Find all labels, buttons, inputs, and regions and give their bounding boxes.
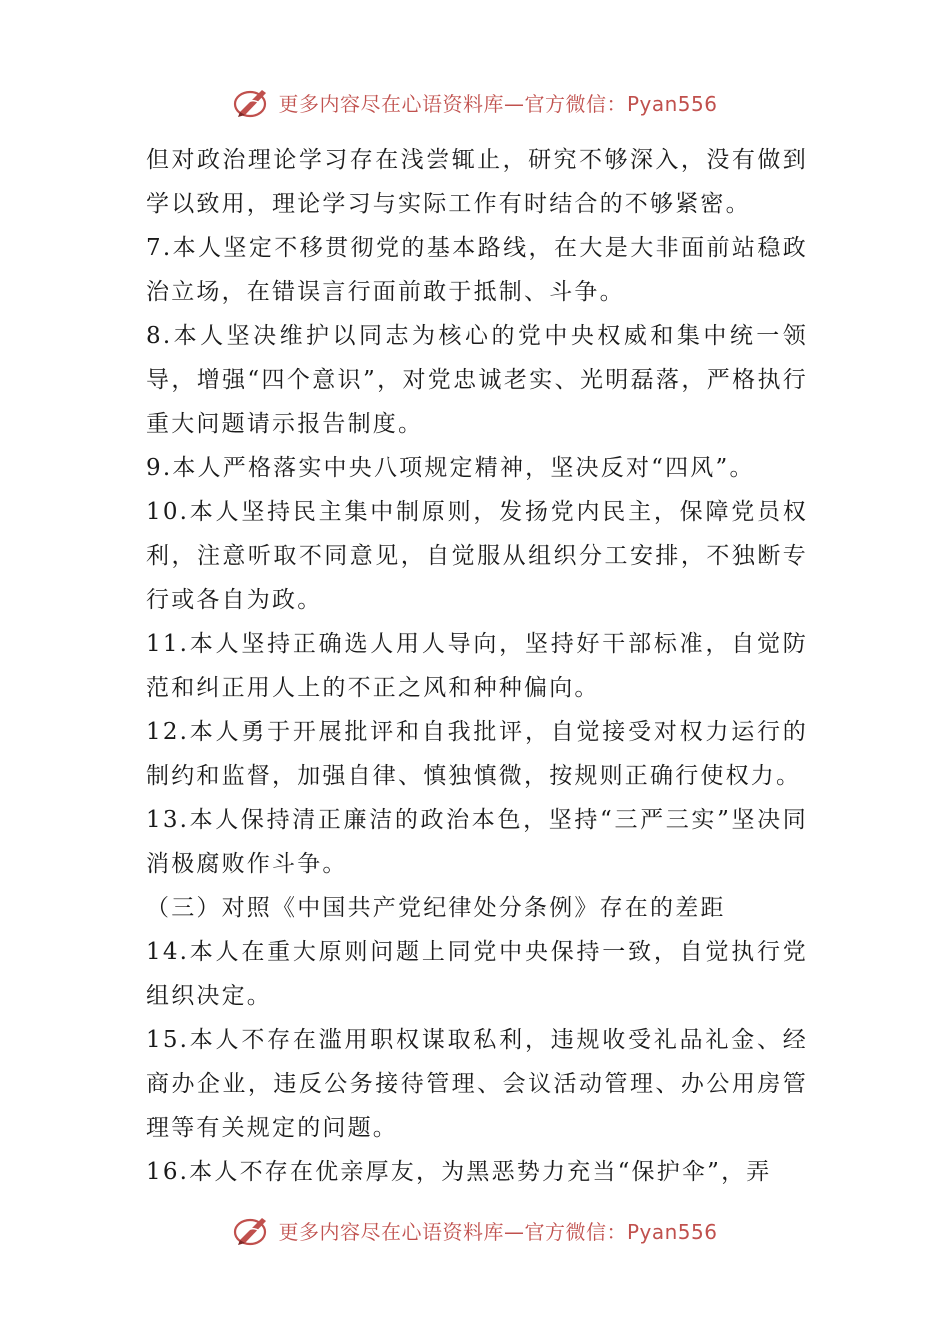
document-body <box>146 138 808 1194</box>
paragraph: 11.本人坚持正确选人用人导向，坚持好干部标准，自觉防范和纠正用人上的不正之风和种种偏向。 <box>146 631 808 701</box>
pen-logo-icon <box>232 1212 272 1248</box>
paragraph: 15.本人不存在滥用职权谋取私利，违规收受礼品礼金、经商办企业，违反公务接待管理、会议活动管理、办公用房管理等有关规定的问题。 <box>146 1027 808 1141</box>
paragraph: 9.本人严格落实中央八项规定精神，坚决反对“四风”。 <box>146 455 755 481</box>
paragraph: 16.本人不存在优亲厚友，为黑恶势力充当“保护伞”，弄 <box>146 1159 772 1185</box>
paragraph: 14.本人在重大原则问题上同党中央保持一致，自觉执行党组织决定。 <box>146 939 808 1009</box>
paragraph: 8.本人坚决维护以同志为核心的党中央权威和集中统一领导，增强“四个意识”，对党忠诚老实、光明磊落，严格执行重大问题请示报告制度。 <box>146 323 808 437</box>
paragraph: 7.本人坚定不移贯彻党的基本路线，在大是大非面前站稳政治立场，在错误言行面前敢于抵制、斗争。 <box>146 235 808 305</box>
paragraph: 但对政治理论学习存在浅尝辄止，研究不够深入，没有做到学以致用，理论学习与实际工作有时结合的不够紧密。 <box>146 147 808 217</box>
paragraph: 12.本人勇于开展批评和自我批评，自觉接受对权力运行的制约和监督，加强自律、慎独慎微，按规则正确行使权力。 <box>146 719 808 789</box>
paragraph: 10.本人坚持民主集中制原则，发扬党内民主，保障党员权利，注意听取不同意见，自觉服从组织分工安排，不独断专行或各自为政。 <box>146 499 808 613</box>
section-heading: （三）对照《中国共产党纪律处分条例》存在的差距 <box>146 895 726 921</box>
footer-banner <box>0 1210 950 1250</box>
header-banner <box>0 82 950 122</box>
paragraph: 13.本人保持清正廉洁的政治本色，坚持“三严三实”坚决同消极腐败作斗争。 <box>146 807 808 877</box>
banner-text: 更多内容尽在心语资料库—官方微信：Pyan556 <box>278 1219 718 1244</box>
banner-text: 更多内容尽在心语资料库—官方微信：Pyan556 <box>278 91 718 116</box>
pen-logo-icon <box>232 84 272 120</box>
